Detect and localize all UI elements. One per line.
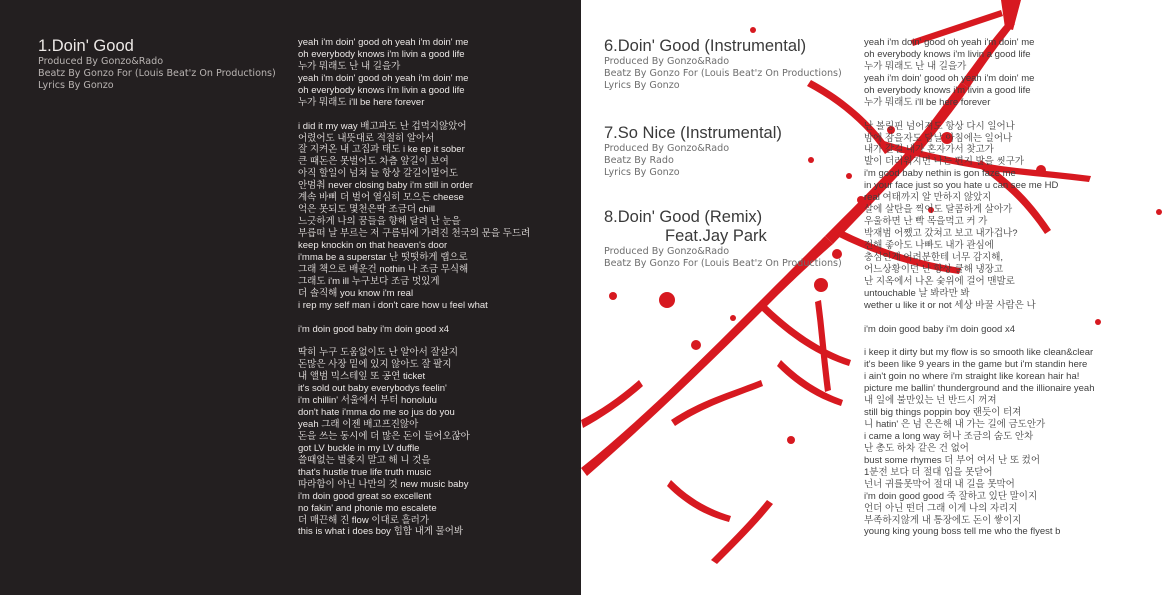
lyric-line: 난 볼링핀 넘어져도 항상 다시 일어나 <box>864 120 1015 132</box>
lyric-line: 안멈춰 never closing baby i'm still in order <box>298 180 474 192</box>
lyric-line: i'm doin good good 죽 잘하고 있단 말이지 <box>864 490 1038 502</box>
track-credit: Beatz By Rado <box>604 155 674 167</box>
track-6-block <box>604 37 842 93</box>
track-1-block <box>38 37 276 93</box>
lyric-line: 난 총도 하차 같은 건 없어 <box>864 442 969 454</box>
lyric-line: i rep my self man i don't care how u feel what <box>298 299 488 311</box>
lyric-line: 밤에 잠을자도 담날 아침에는 일어나 <box>864 132 1013 144</box>
lyric-line: 느긋하게 나의 꿈들을 향해 달려 난 눈을 <box>298 216 461 228</box>
lyric-line <box>864 109 1095 121</box>
lyric-line: yeah i'm doin' good oh yeah i'm doin' me <box>864 37 1035 48</box>
lyric-line: 그래 책으로 배운건 nothin 나 조금 무식해 <box>298 263 469 275</box>
lyric-line: 누가 뭐래도 i'll be here forever <box>298 96 425 108</box>
track-8-block <box>604 208 842 270</box>
lyric-line: yeah i'm doin' good oh yeah i'm doin' me <box>298 37 469 48</box>
track-7-block <box>604 124 782 180</box>
lyric-line: got LV buckle in my LV duffle <box>298 442 420 454</box>
lyric-line: keep knockin on that heaven's door <box>298 239 448 251</box>
track-title: 7.So Nice (Instrumental) <box>604 124 782 142</box>
lyric-line: yeah i'm doin' good oh yeah i'm doin' me <box>298 72 469 84</box>
lyric-line: i ain't goin no where i'm straight like korean hair ha! <box>864 371 1080 383</box>
lyric-line: it's been like 9 years in the game but i'm standin here <box>864 359 1088 371</box>
lyric-line: i did it my way 배고파도 난 겁먹지않았어 <box>298 120 467 132</box>
track-credit: Produced By Gonzo&Rado <box>604 143 730 154</box>
lyric-line: yeah 그래 이젠 배고프진않아 <box>298 419 419 430</box>
track-credit: Beatz By Gonzo For (Louis Beat'z On Productions) <box>38 68 276 80</box>
lyric-line: i'm doin good baby i'm doin good x4 <box>298 323 449 335</box>
lyric-line: this is what i does boy 힙합 내게 물어봐 <box>298 526 464 538</box>
lyric-line: oh everybody knows i'm livin a good life <box>298 48 465 60</box>
track-credit: Lyrics By Gonzo <box>604 167 680 179</box>
lyric-line: 그래도 i'm ill 누구보다 조금 멋있게 <box>298 275 440 287</box>
lyric-line: 계속 바삐 더 벌어 열심히 모으든 cheese <box>298 192 464 204</box>
lyric-line: 큰 때돈은 못벌어도 차츰 앞길이 보여 <box>298 156 449 168</box>
lyric-line: 돈을 쓰는 동시에 더 많은 돈이 들어오잖아 <box>298 430 470 442</box>
lyric-line: i keep it dirty but my flow is so smooth like clean&clear <box>864 347 1094 359</box>
lyric-line: 누가 뭐래도 난 내 길을가 <box>298 60 401 72</box>
lyric-line: don't hate i'mma do me so jus do you <box>298 407 455 419</box>
lyric-line: i came a long way 허나 조금의 숨도 안차 <box>864 430 1034 442</box>
lyric-line: i'm doin good baby i'm doin good x4 <box>864 323 1015 335</box>
track-credit: Lyrics By Gonzo <box>38 80 114 92</box>
lyric-line: 내가 갈길 내가 혼자가서 찾고가 <box>864 144 994 156</box>
lyric-line: 내 일에 불만있는 넌 반드시 꺼져 <box>864 395 997 407</box>
lyric-line: 니 hatin' 은 넘 은은해 내 가는 길에 금도안가 <box>864 419 1046 430</box>
lyric-line <box>298 312 530 324</box>
lyric-line: i'm chillin' 서울에서 부터 honolulu <box>298 395 437 407</box>
lyric-line: 내 앨범 믹스테잎 또 공연 ticket <box>298 371 426 383</box>
lyric-line <box>298 109 530 121</box>
lyric-line: oh everybody knows i'm livin a good life <box>864 48 1031 60</box>
lyric-line: 어느상황이던 난 항상 쿨해 냉장고 <box>864 263 1004 275</box>
lyrics-column <box>864 37 1095 538</box>
track-credit: Produced By Gonzo&Rado <box>604 56 730 67</box>
track-credit: Lyrics By Gonzo <box>604 80 680 92</box>
lyric-line: 아직 할일이 넘쳐 늘 항상 갈길이멀어도 <box>298 168 459 180</box>
track-title: 1.Doin' Good <box>38 37 134 55</box>
track-title: 6.Doin' Good (Instrumental) <box>604 37 807 55</box>
lyric-line: real 여태까지 알 만하지 않았지 <box>864 192 992 204</box>
track-featuring: Feat.Jay Park <box>665 227 767 245</box>
lyric-line: 더 매끈해 진 flow 이대로 흘러가 <box>298 514 430 526</box>
track-title: 8.Doin' Good (Remix) <box>604 208 763 226</box>
lyric-line: 누가 뭐래도 i'll be here forever <box>864 96 991 108</box>
lyric-line: 넌너 귀를못막어 절대 내 길을 못막어 <box>864 478 1015 490</box>
track-credit: Produced By Gonzo&Rado <box>604 246 730 257</box>
lyric-line: 억은 못되도 몇천은딱 조금더 chill <box>298 204 436 216</box>
lyric-line: oh everybody knows i'm livin a good life <box>864 84 1031 96</box>
lyric-line: 쓸때없는 벌좆지 말고 해 니 것을 <box>298 454 431 466</box>
lyric-line: it's sold out baby everybodys feelin' <box>298 383 447 395</box>
lyrics-column <box>298 37 530 538</box>
lyric-line: bust some rhymes 더 부어 여서 난 또 컸어 <box>864 454 1041 466</box>
lyric-line: oh everybody knows i'm livin a good life <box>298 84 465 96</box>
lyric-line: untouchable 날 봐라만 봐 <box>864 287 970 299</box>
lyric-line: 언더 아닌 떤더 그래 이게 나의 자리지 <box>864 502 1018 514</box>
lyric-line <box>298 335 530 347</box>
track-credit: Produced By Gonzo&Rado <box>38 56 164 67</box>
lyric-line: i'm doin good great so excellent <box>298 490 432 502</box>
lyric-line: 따라함이 아닌 나만의 것 new music baby <box>298 478 469 490</box>
lyric-line: i'm good baby nethin is gon faze me <box>864 168 1016 180</box>
lyric-line: that's hustle true life truth music <box>298 466 432 478</box>
lyric-line: 부릅떠 날 부르는 저 구름뒤에 가려진 천국의 문을 두드려 <box>298 228 531 239</box>
lyric-line: 충심인게 어려분한테 너무 감지해, <box>864 251 1004 263</box>
lyric-line: in your face just so you hate u can see me HD <box>864 180 1059 192</box>
lyric-line: 우울하면 난 빡 목을먹고 커 가 <box>864 216 988 228</box>
lyric-line: still big things poppin boy 랜듯이 터져 <box>864 407 1022 419</box>
lyric-line: 잘 지켜온 내 고집과 태도 i ke ep it sober <box>298 144 465 156</box>
lyric-line: 1분전 보다 더 절대 입을 못닫어 <box>864 466 993 478</box>
lyric-line: 딱히 누구 도움없이도 난 알아서 잘살지 <box>298 347 459 359</box>
lyric-line: 부족하지않게 내 통장에도 돈이 쌓이지 <box>864 514 1022 526</box>
lyric-line: 더 솔직해 you know i'm real <box>298 287 414 299</box>
lyric-line <box>864 312 1095 324</box>
lyric-line: no fakin' and phonie mo escalete <box>298 502 437 514</box>
track-credit: Beatz By Gonzo For (Louis Beat'z On Productions) <box>604 68 842 80</box>
lyric-line: 누가 뭐래도 난 내 길을가 <box>864 60 967 72</box>
lyric-line: i'mma be a superstar 난 떳떳하게 랩으로 <box>298 251 468 263</box>
lyric-line: 전해 좋아도 나빠도 내가 관심에 <box>864 239 994 251</box>
lyric-line: 살에 살탄을 찍어도 달콤하게 살아가 <box>864 204 1013 216</box>
lyric-line: 돈많은 사장 밑에 있지 않아도 잘 팔지 <box>298 359 452 371</box>
lyric-line: picture me ballin' thunderground and the illionaire yeah <box>864 383 1095 395</box>
lyric-line: young king young boss tell me who the flyest b <box>864 526 1061 538</box>
lyric-line <box>864 335 1095 347</box>
lyric-line: wether u like it or not 세상 바꿀 사람은 나 <box>864 299 1036 311</box>
lyric-line: 발이 더러워지면 나는 편지 발을 씻구가 <box>864 156 1025 168</box>
right-page <box>581 0 1162 595</box>
lyric-line: yeah i'm doin' good oh yeah i'm doin' me <box>864 72 1035 84</box>
lyric-line: 난 지옥에서 나온 숯위에 걸어 맨발로 <box>864 275 1015 287</box>
lyric-line: 어렸어도 내뜻대로 적절히 알아서 <box>298 132 435 144</box>
track-credit: Beatz By Gonzo For (Louis Beat'z On Productions) <box>604 258 842 270</box>
lyric-line: 박재범 어쨌고 갔쳐고 보고 내가겁나? <box>864 228 1018 239</box>
